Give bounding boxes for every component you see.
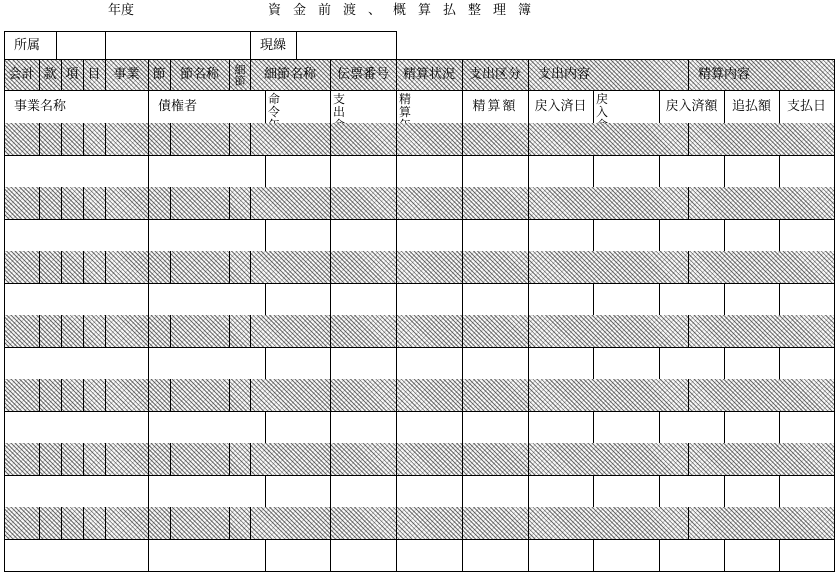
record-row-plain[interactable]	[4, 347, 834, 379]
col-settlement-status: 精算状況	[402, 67, 455, 82]
record-row-plain[interactable]	[4, 283, 834, 315]
col-saisetsu-name: 細節名称	[263, 67, 316, 82]
col-settlement-details: 精算内容	[698, 67, 751, 82]
record-row-plain[interactable]	[4, 539, 834, 571]
col-creditor: 債権者	[158, 99, 198, 114]
record-row-plain[interactable]	[4, 219, 834, 251]
col-refund-date-1: 戻入済日	[534, 99, 587, 114]
current-balance-label: 現繰	[259, 37, 286, 53]
col-setsu-name: 節名称	[179, 67, 219, 82]
record-row-shaded[interactable]	[4, 507, 834, 539]
col-additional-payment: 追払額	[731, 99, 771, 114]
record-row-shaded[interactable]	[4, 187, 834, 219]
col-kan: 款	[43, 67, 57, 82]
record-row-shaded[interactable]	[4, 443, 834, 475]
record-row-shaded[interactable]	[4, 251, 834, 283]
record-row-plain[interactable]	[4, 411, 834, 443]
col-account: 会計	[8, 67, 35, 82]
record-row-shaded[interactable]	[4, 379, 834, 411]
record-row-shaded[interactable]	[4, 123, 834, 155]
affiliation-label: 所属	[14, 37, 41, 53]
affiliation-field[interactable]	[57, 32, 105, 58]
col-voucher-no: 伝票番号	[336, 67, 389, 82]
affiliation-name-field[interactable]	[106, 32, 250, 58]
col-saisetsu: 細節	[233, 63, 246, 86]
col-setsu: 節	[152, 67, 166, 82]
fiscal-year-label: 年度	[108, 3, 135, 18]
col-settlement-amount: 精算額	[472, 99, 518, 114]
col-refund-amount: 戻入済額	[665, 99, 718, 114]
header-line-top: 支 出	[333, 92, 346, 119]
header-line-top: 戻 入	[596, 92, 609, 119]
current-balance-field[interactable]	[297, 32, 396, 58]
record-row-plain[interactable]	[4, 475, 834, 507]
col-project: 事業	[113, 67, 140, 82]
ledger-title: 資金前渡、概算払整理簿	[268, 3, 544, 18]
col-kou: 項	[65, 67, 79, 82]
col-payment-date: 支払日	[786, 99, 826, 114]
record-row-plain[interactable]	[4, 155, 834, 187]
header-line-top: 精 算	[399, 92, 412, 119]
record-row-shaded[interactable]	[4, 315, 834, 347]
col-moku: 目	[87, 67, 101, 82]
col-project-name: 事業名称	[14, 99, 67, 114]
col-expenditure-details: 支出内容	[538, 67, 591, 82]
header-line-top: 命 令	[268, 92, 281, 119]
col-expenditure-type: 支出区分	[468, 67, 521, 82]
